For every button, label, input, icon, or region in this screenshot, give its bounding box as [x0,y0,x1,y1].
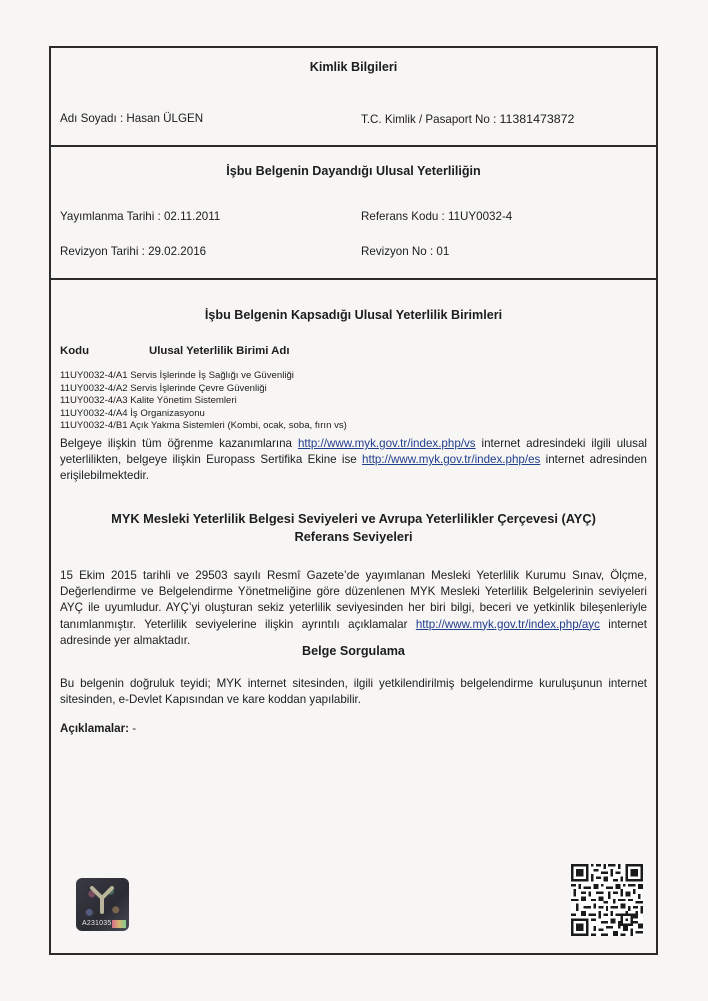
revision-date-field [60,245,206,258]
levels-title-line1: MYK Mesleki Yeterlilik Belgesi Seviyeleri ve Avrupa Yeterlilikler Çerçevesi (AYÇ) [111,511,596,526]
query-paragraph: Bu belgenin doğruluk teyidi; MYK internet sitesinden, ilgili yetkilendirilmiş belgelendirme kuruluşunun internet sitesinden, e-Devlet Kapısından ve kare koddan yapılabilir. [60,677,647,707]
certificate-frame [49,46,658,955]
reference-code-value: 11UY0032-4 [448,210,513,223]
section-divider [51,278,656,280]
info-text: internet adresindeki ilgili ulusal yeterlilikten, belgeye ilişkin Europass Sertifika Ekine ise [60,437,648,467]
reference-code-label: Referans Kodu : [361,210,449,223]
levels-text: 15 Ekim 2015 tarihli ve 29503 sayılı Resmî Gazete’de yayımlanan Mesleki Yeterlilik Kurumu Sınav, Ölçme, Değerlendirme ve Belgelendirme Yönetmeliğine göre düzenlenen MYK Mesleki Yeterlilik Belgelerinin seviyeleri AYÇ ile uyumludur. AYÇ’yi oluşturan sekiz yeterlilik seviyesinden her biri bilgi, beceri ve yetkinlik bileşenleriyle tanımlanmıştır. Yeterlilik seviyelerine ilişkin ayrıntılı açıklamalar [60,569,647,631]
levels-paragraph [60,568,647,649]
publish-date-field [60,210,220,223]
ayc-link[interactable]: http://www.myk.gov.tr/index.php/ayc [415,617,600,631]
id-value: 11381473872 [499,112,575,126]
es-link[interactable]: http://www.myk.gov.tr/index.php/es [362,453,541,467]
revision-date-value: 29.02.2016 [148,245,207,258]
unit-code: 11UY0032-4/B1 [60,420,128,432]
unit-code: 11UY0032-4/A4 [60,407,128,419]
unit-name: Açık Yakma Sistemleri (Kombi, ocak, soba, fırın vs) [129,420,347,432]
notes-value: - [128,722,137,735]
unit-code: 11UY0032-4/A2 [60,382,128,394]
notes-label: Açıklamalar: [60,722,129,735]
levels-title [51,510,656,546]
unit-item [60,395,347,408]
unit-item [60,383,347,396]
name-value: Hasan ÜLGEN [126,112,204,125]
name-label: Adı Soyadı : [60,112,127,125]
unit-code: 11UY0032-4/A1 [60,370,128,381]
qr-code-icon [571,864,643,936]
info-text: internet adresinden erişilebilmektedir. [60,453,647,483]
hologram-shine [112,920,126,928]
query-title: Belge Sorgulama [302,644,405,658]
revision-date-label: Revizyon Tarihi : [60,245,149,258]
hologram-serial: A231035 [82,920,112,927]
units-col-name: Ulusal Yeterlilik Birimi Adı [149,345,290,357]
section-divider [51,145,656,147]
unit-code: 11UY0032-4/A3 [60,395,128,407]
revision-no-field [361,245,449,258]
reference-code-field [361,210,512,223]
unit-item [60,370,347,383]
info-text: Belgeye ilişkin tüm öğrenme kazanımlarına [60,437,298,450]
publish-date-value: 02.11.2011 [163,210,221,223]
id-label: T.C. Kimlik / Pasaport No : [361,113,500,126]
levels-title-line2: Referans Seviyeleri [294,529,413,544]
hologram-sticker [76,878,129,931]
qualification-title: İşbu Belgenin Dayandığı Ulusal Yeterliliğin [226,164,481,178]
unit-item [60,408,347,421]
unit-name: Servis İşlerinde İş Sağlığı ve Güvenliği [130,370,294,381]
units-info-paragraph [60,436,647,485]
unit-item [60,420,347,433]
vs-link[interactable]: http://www.myk.gov.tr/index.php/vs [297,437,476,450]
publish-date-label: Yayımlanma Tarihi : [60,210,164,223]
identity-title: Kimlik Bilgileri [309,60,398,74]
revision-no-label: Revizyon No : [361,245,437,258]
levels-text: internet adresinde yer almaktadır. [60,617,647,647]
unit-name: Kalite Yönetim Sistemleri [130,395,237,407]
notes-field [60,722,136,735]
name-field [60,112,203,125]
units-col-code: Kodu [60,345,90,357]
id-field [361,112,574,126]
unit-name: İş Organizasyonu [130,407,205,419]
units-title: İşbu Belgenin Kapsadığı Ulusal Yeterlilik Birimleri [204,308,503,322]
units-list [60,370,347,433]
hologram-logo-icon [90,886,114,914]
revision-no-value: 01 [436,245,450,258]
unit-name: Servis İşlerinde Çevre Güvenliği [130,382,267,394]
